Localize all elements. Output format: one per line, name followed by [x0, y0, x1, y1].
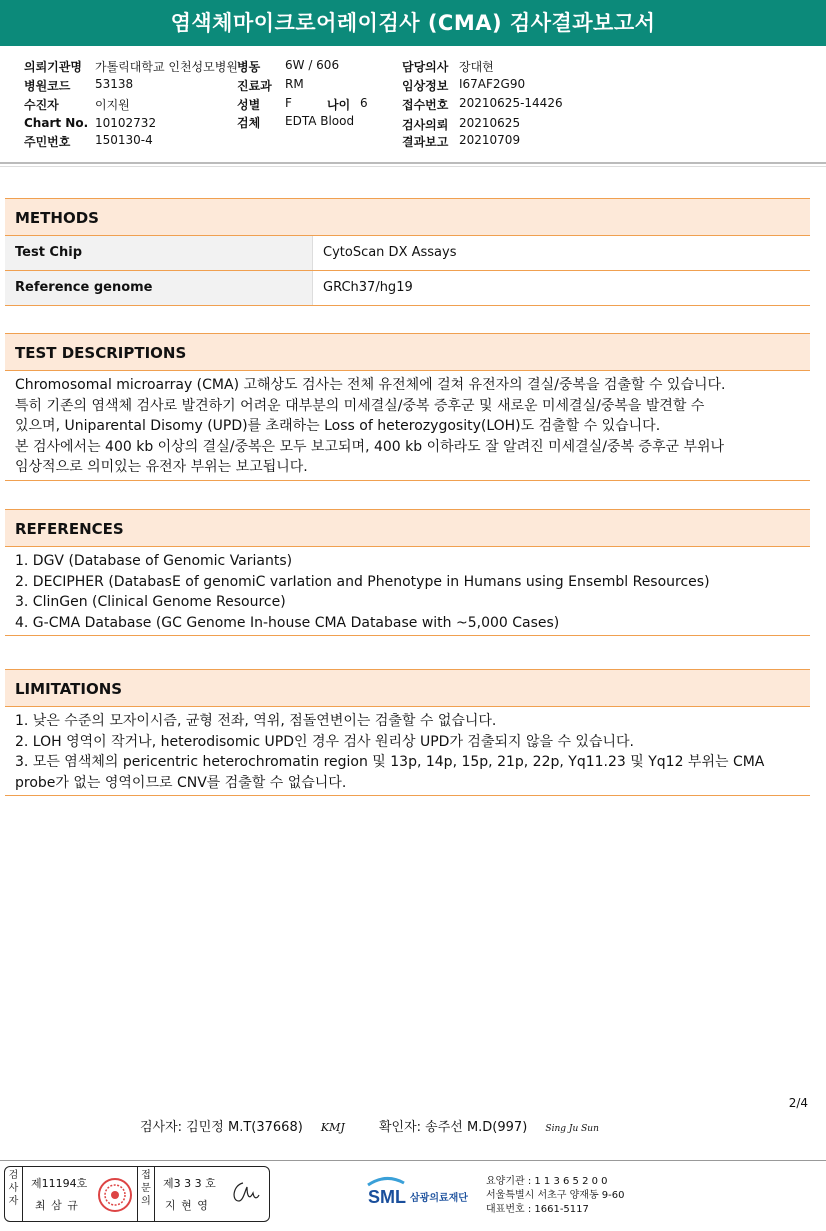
references-body	[5, 547, 810, 636]
doctor-value: 장대현	[459, 60, 494, 74]
signature-scribble-icon	[227, 1179, 261, 1210]
description-line: 임상적으로 의미있는 유전자 부위는 보고됩니다.	[15, 459, 308, 475]
tester-text: 검사자: 김민정 M.T(37668)	[140, 1120, 303, 1135]
test-descriptions-heading: TEST DESCRIPTIONS	[5, 333, 810, 371]
methods-value: GRCh37/hg19	[323, 280, 413, 295]
description-line: Chromosomal microarray (CMA) 고해상도 검사는 전체 유전체에 걸쳐 유전자의 결실/중복을 검출할 수 있습니다.	[15, 377, 726, 393]
age-label: 나이	[327, 98, 351, 112]
license-number-2: 제3 3 3 호	[163, 1177, 216, 1190]
age-value: 6	[360, 96, 368, 110]
limitation-item: 1. 낮은 수준의 모자이시즘, 균형 전좌, 역위, 점돌연변이는 검출할 수 없습니다.	[15, 713, 497, 729]
methods-row	[5, 271, 810, 306]
reference-item: 4. G-CMA Database (GC Genome In-house CMA Database with ~5,000 Cases)	[15, 614, 560, 631]
header-divider-2	[0, 166, 826, 167]
test-descriptions-body	[5, 371, 810, 481]
logo-mark: SML	[368, 1187, 406, 1207]
specimen-value: EDTA Blood	[285, 114, 355, 128]
inspector-name: 최 삼 규	[35, 1199, 79, 1212]
hospital-code-value: 53138	[95, 77, 134, 91]
limitations-section	[5, 669, 810, 796]
org-address: 서울특별시 서초구 양재동 9-60	[486, 1190, 625, 1201]
page-number: 2/4	[788, 1096, 808, 1110]
limitation-item: 2. LOH 영역이 작거나, heterodisomic UPD인 경우 검사 원리상 UPD가 검출되지 않을 수 있습니다.	[15, 733, 634, 750]
limitations-body	[5, 707, 810, 796]
methods-section	[5, 198, 810, 306]
receipt-label: 접수번호	[402, 98, 449, 112]
methods-key: Reference genome	[5, 271, 313, 305]
references-section	[5, 509, 810, 636]
report-title: 염색체마이크로어레이검사 (CMA) 검사결과보고서	[0, 0, 826, 46]
sex-value: F	[285, 96, 292, 110]
clinical-label: 임상정보	[402, 79, 449, 93]
request-value: 20210625	[459, 116, 521, 130]
references-heading: REFERENCES	[5, 509, 810, 547]
patient-value: 이지원	[95, 98, 130, 112]
sex-label: 성별	[237, 98, 261, 112]
methods-row	[5, 236, 810, 271]
ward-value: 6W / 606	[285, 58, 340, 72]
confirmer-text: 확인자: 송주선 M.D(997)	[378, 1120, 528, 1135]
org-name: 삼광의료재단	[410, 1193, 468, 1204]
dept-label: 진료과	[237, 79, 272, 93]
doctor-label: 담당의사	[402, 60, 449, 74]
receipt-value: 20210625-14426	[459, 96, 563, 110]
limitations-heading: LIMITATIONS	[5, 669, 810, 707]
org-phone: 대표번호 : 1661-5117	[486, 1204, 589, 1215]
sml-logo	[366, 1175, 484, 1215]
request-label: 검사의뢰	[402, 118, 449, 132]
limitation-item: 3. 모든 염색체의 pericentric heterochromatin region 및 13p, 14p, 15p, 21p, 22p, Yq11.23 및 Yq12 부위는 CMA	[15, 754, 765, 770]
org-code: 요양기관 : 1 1 3 6 5 2 0 0	[486, 1176, 608, 1187]
specimen-label: 검체	[237, 116, 261, 130]
reference-item: 2. DECIPHER (DatabasE of genomiC varIation and Phenotype in Humans using Ensembl Resources)	[15, 573, 710, 590]
report-date-label: 결과보고	[402, 135, 449, 149]
methods-key: Test Chip	[5, 236, 313, 270]
clinical-value: I67AF2G90	[459, 77, 526, 91]
test-descriptions-section	[5, 333, 810, 481]
header-divider	[0, 162, 826, 164]
tester-signature: KMJ	[320, 1121, 345, 1134]
chart-label: Chart No.	[24, 116, 89, 130]
methods-heading: METHODS	[5, 198, 810, 236]
hospital-code-label: 병원코드	[24, 79, 71, 93]
footer-divider	[0, 1160, 826, 1161]
limitation-item: probe가 없는 영역이므로 CNV를 검출할 수 없습니다.	[15, 774, 347, 791]
reference-item: 3. ClinGen (Clinical Genome Resource)	[15, 594, 286, 610]
acceptor-label: 접문의	[137, 1167, 155, 1221]
chart-value: 10102732	[95, 116, 157, 130]
license-stamp-box	[4, 1166, 270, 1222]
reference-item: 1. DGV (Database of Genomic Variants)	[15, 553, 293, 569]
patient-label: 수진자	[24, 98, 59, 112]
confirmer-signature: Sing Ju Sun	[545, 1124, 599, 1134]
org-info	[486, 1175, 625, 1217]
description-line: 본 검사에서는 400 kb 이상의 결실/중복은 모두 보고되며, 400 kb 이하라도 잘 알려진 미세결실/중복 증후군 부위나	[15, 438, 725, 455]
dept-value: RM	[285, 77, 304, 91]
official-seal-icon	[98, 1178, 132, 1212]
inspector-label: 검사자	[5, 1167, 23, 1221]
license-number-1: 제11194호	[31, 1177, 88, 1190]
methods-value: CytoScan DX Assays	[323, 245, 457, 260]
acceptor-name: 지 현 영	[165, 1199, 209, 1212]
report-date-value: 20210709	[459, 133, 521, 147]
signature-row	[140, 1116, 629, 1135]
description-line: 있으며, Uniparental Disomy (UPD)를 초래하는 Loss of heterozygosity(LOH)도 검출할 수 있습니다.	[15, 418, 661, 434]
ward-label: 병동	[237, 60, 261, 74]
resident-label: 주민번호	[24, 135, 71, 149]
description-line: 특히 기존의 염색체 검사로 발견하기 어려운 대부분의 미세결실/중복 증후군 및 새로운 미세결실/중복을 발견할 수	[15, 397, 705, 414]
institution-label: 의뢰기관명	[24, 60, 82, 74]
patient-info	[0, 0, 826, 160]
institution-value: 가톨릭대학교 인천성모병원	[95, 60, 238, 74]
resident-value: 150130-4	[95, 133, 153, 147]
